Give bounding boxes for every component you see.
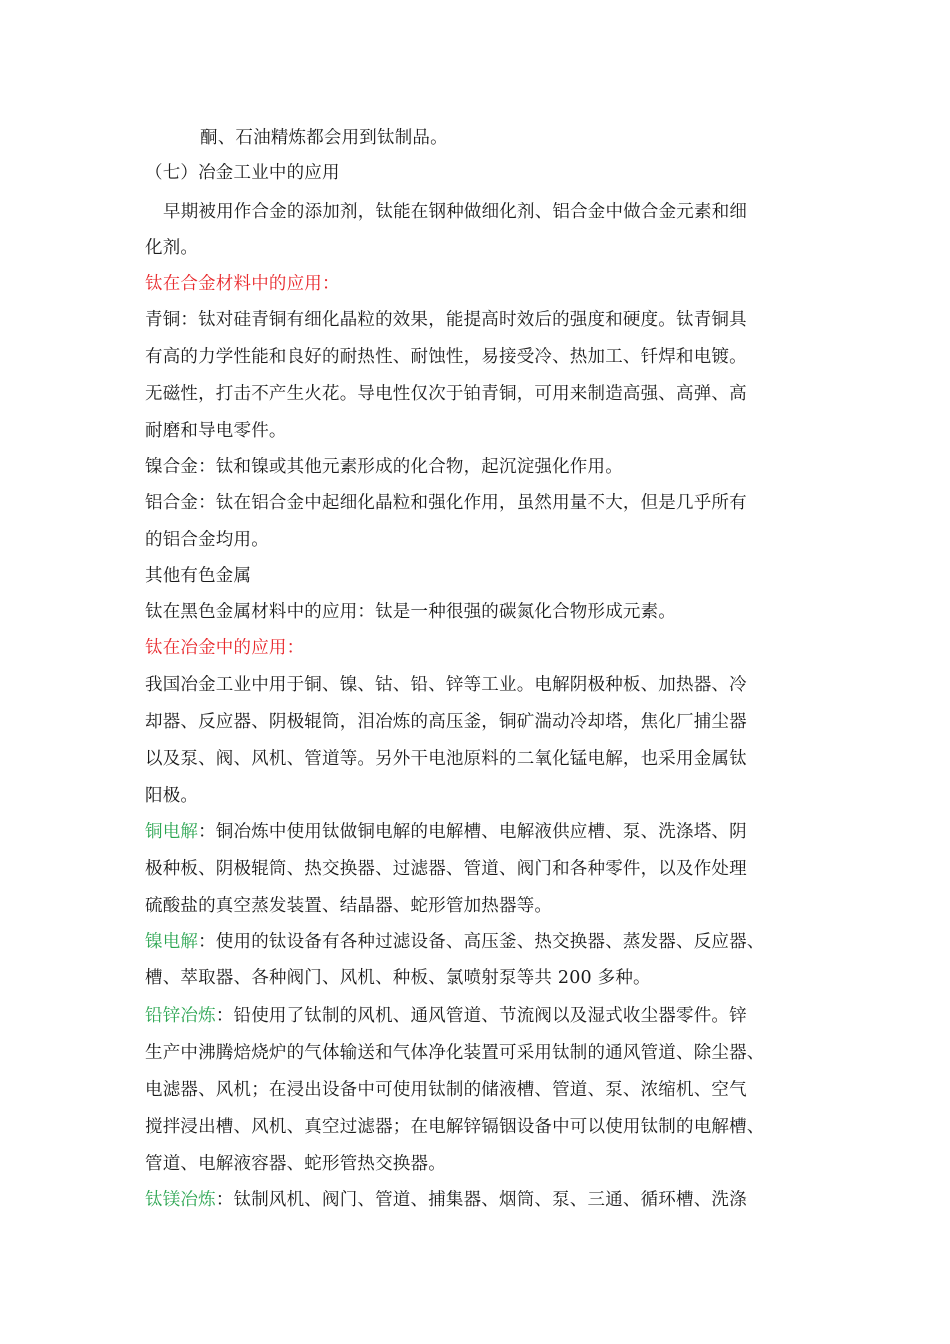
- paragraph-line: 其他有色金属: [145, 566, 252, 586]
- paragraph-line: 酮、石油精炼都会用到钛制品。: [200, 128, 448, 148]
- paragraph-line: 硫酸盐的真空蒸发装置、结晶器、蛇形管加热器等。: [145, 896, 553, 916]
- label-nickel-electrolysis: 镍电解: [145, 932, 199, 952]
- label-titanium-magnesium-smelting: 钛镁冶炼: [145, 1190, 216, 1210]
- paragraph-line: 极种板、阴极辊筒、热交换器、过滤器、管道、阀门和各种零件，以及作处理: [145, 859, 747, 879]
- paragraph-line: 有高的力学性能和良好的耐热性、耐蚀性，易接受冷、热加工、钎焊和电镀。: [145, 347, 747, 367]
- paragraph-line: 阳极。: [145, 786, 199, 806]
- label-copper-electrolysis: 铜电解: [145, 822, 199, 842]
- paragraph-line: 管道、电解液容器、蛇形管热交换器。: [145, 1154, 446, 1174]
- paragraph-line: 我国冶金工业中用于铜、镍、钴、铅、锌等工业。电解阴极种板、加热器、冷: [145, 675, 747, 695]
- paragraph-line: 无磁性，打击不产生火花。导电性仅次于铂青铜，可用来制造高强、高弹、高: [145, 384, 747, 404]
- paragraph-line: 耐磨和导电零件。: [145, 421, 287, 441]
- paragraph-line: 搅拌浸出槽、风机、真空过滤器；在电解锌镉铟设备中可以使用钛制的电解槽、: [145, 1117, 765, 1137]
- paragraph-line: [145, 930, 765, 954]
- subsection-heading: 钛在冶金中的应用：: [145, 638, 305, 658]
- paragraph-line: 钛在黑色金属材料中的应用：钛是一种很强的碳氮化合物形成元素。: [145, 602, 676, 622]
- paragraph-line: 的铝合金均用。: [145, 530, 269, 550]
- paragraph-line: 早期被用作合金的添加剂，钛能在钢种做细化剂、铝合金中做合金元素和细: [163, 202, 748, 222]
- paragraph-text: ：使用的钛设备有各种过滤设备、高压釜、热交换器、蒸发器、反应器、: [198, 932, 765, 952]
- paragraph-text: ：铜冶炼中使用钛做铜电解的电解槽、电解液供应槽、泵、洗涤塔、阴: [198, 822, 747, 842]
- section-heading: （七）冶金工业中的应用: [145, 163, 340, 183]
- paragraph-text: ：铅使用了钛制的风机、通风管道、节流阀以及湿式收尘器零件。锌: [215, 1006, 747, 1026]
- paragraph-line: 镍合金：钛和镍或其他元素形成的化合物，起沉淀强化作用。: [145, 457, 623, 477]
- paragraph-text: ：钛制风机、阀门、管道、捕集器、烟筒、泵、三通、循环槽、洗涤: [215, 1190, 747, 1210]
- subsection-heading: 钛在合金材料中的应用：: [145, 274, 340, 294]
- paragraph-line: 槽、萃取器、各种阀门、风机、种板、氯喷射泵等共 200 多种。: [145, 968, 651, 988]
- paragraph-line: 以及泵、阀、风机、管道等。另外干电池原料的二氧化锰电解，也采用金属钛: [145, 749, 747, 769]
- paragraph-line: [145, 1188, 747, 1212]
- label-lead-zinc-smelting: 铅锌冶炼: [145, 1006, 216, 1026]
- paragraph-line: [145, 1004, 747, 1028]
- paragraph-line: 化剂。: [145, 238, 199, 258]
- paragraph-line: 却器、反应器、阴极辊筒，泪冶炼的高压釜，铜矿湍动冷却塔，焦化厂捕尘器: [145, 712, 747, 732]
- paragraph-line: 铝合金：钛在铝合金中起细化晶粒和强化作用，虽然用量不大，但是几乎所有: [145, 493, 747, 513]
- paragraph-line: [145, 820, 747, 844]
- paragraph-line: 电滤器、风机；在浸出设备中可使用钛制的储液槽、管道、泵、浓缩机、空气: [145, 1080, 747, 1100]
- paragraph-line: 生产中沸腾焙烧炉的气体输送和气体净化装置可采用钛制的通风管道、除尘器、: [145, 1043, 765, 1063]
- paragraph-line: 青铜：钛对硅青铜有细化晶粒的效果，能提高时效后的强度和硬度。钛青铜具: [145, 310, 747, 330]
